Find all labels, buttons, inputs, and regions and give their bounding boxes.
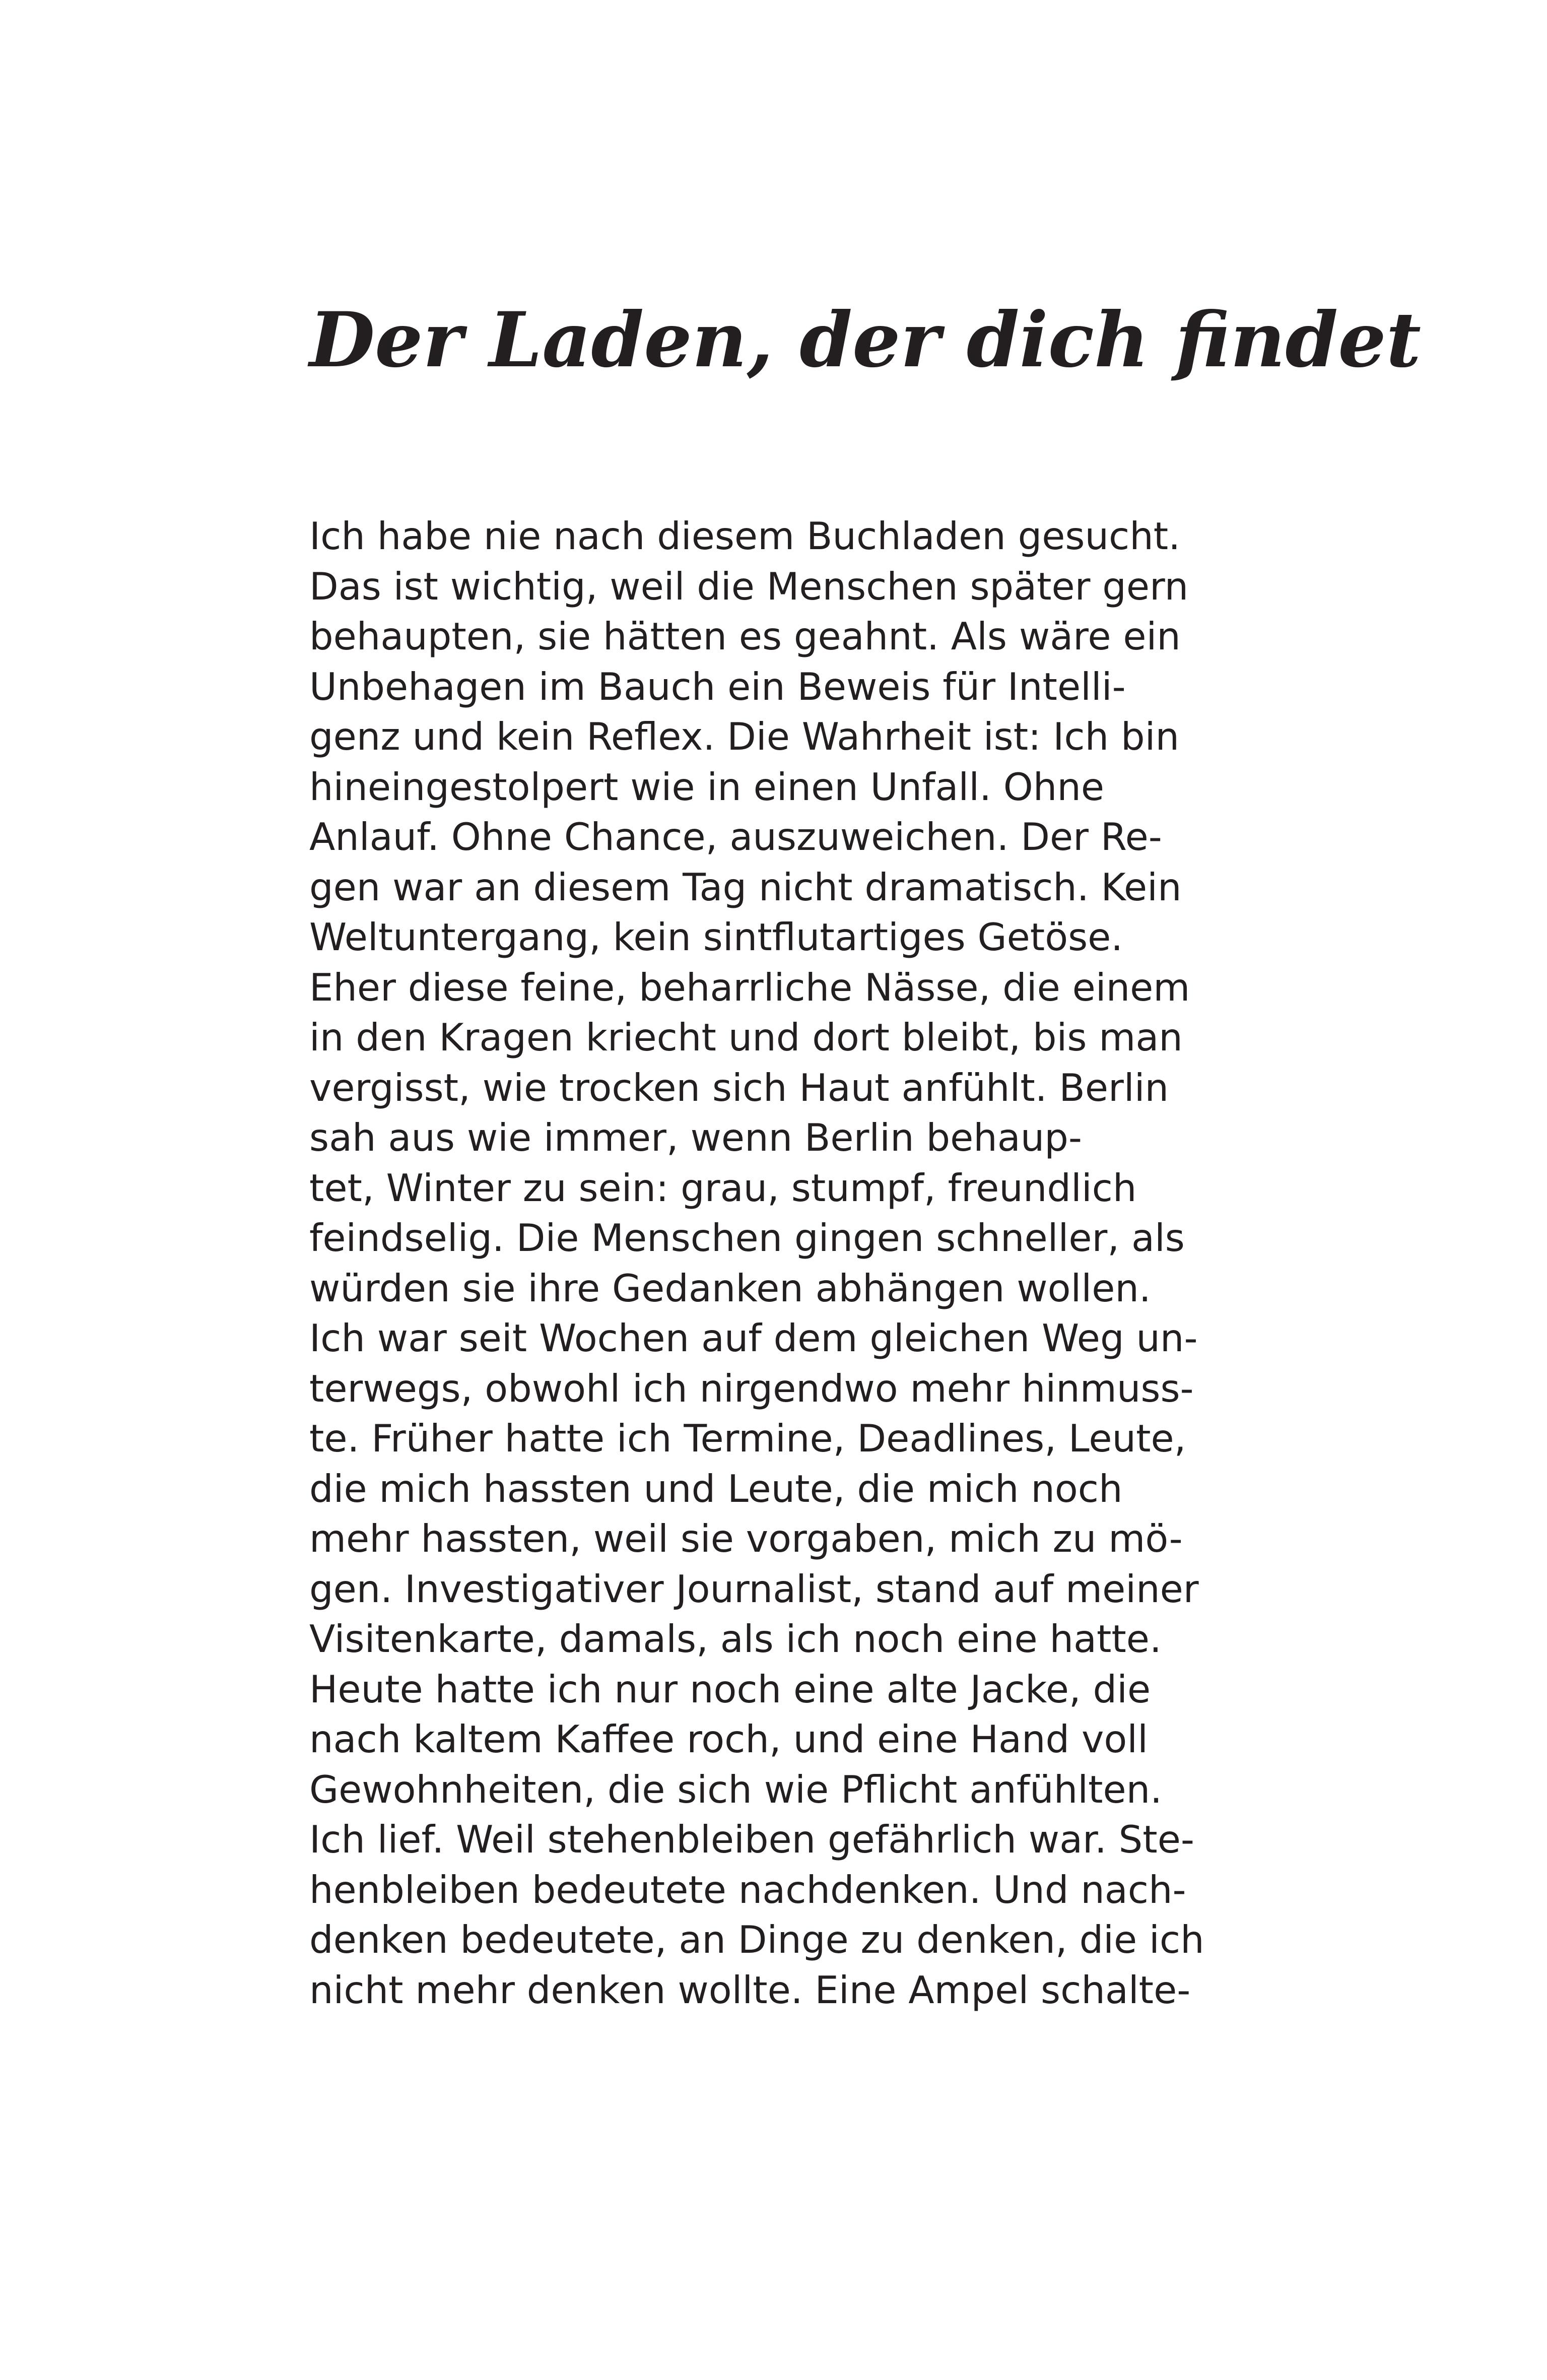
text-line: genz und kein Reflex. Die Wahrheit ist: Ich bin <box>309 714 1179 759</box>
text-line: nicht mehr denken wollte. Eine Ampel schalte- <box>309 1967 1191 2012</box>
text-line: gen war an diesem Tag nicht dramatisch. Kein <box>309 865 1182 909</box>
text-line: hineingestolpert wie in einen Unfall. Ohne <box>309 764 1105 809</box>
text-line: in den Kragen kriecht und dort bleibt, bis man <box>309 1015 1183 1060</box>
text-line: Eher diese feine, beharrliche Nässe, die einem <box>309 965 1190 1010</box>
text-line: Das ist wichtig, weil die Menschen später gern <box>309 564 1189 609</box>
text-line: Weltuntergang, kein sintflutartiges Getöse. <box>309 915 1123 959</box>
text-line: Anlauf. Ohne Chance, auszuweichen. Der Re- <box>309 815 1162 859</box>
text-line: Ich war seit Wochen auf dem gleichen Weg un- <box>309 1316 1198 1360</box>
text-line: terwegs, obwohl ich nirgendwo mehr hinmuss- <box>309 1366 1194 1411</box>
text-line: vergisst, wie trocken sich Haut anfühlt. Berlin <box>309 1065 1169 1110</box>
text-line: behaupten, sie hätten es geahnt. Als wäre ein <box>309 614 1181 658</box>
text-line: denken bedeutete, an Dinge zu denken, die ich <box>309 1918 1204 1962</box>
text-line: Ich habe nie nach diesem Buchladen gesucht. <box>309 514 1181 558</box>
text-line: würden sie ihre Gedanken abhängen wollen. <box>309 1266 1151 1310</box>
text-line: mehr hassten, weil sie vorgaben, mich zu mö- <box>309 1516 1183 1561</box>
text-line: Gewohnheiten, die sich wie Pflicht anfühlten. <box>309 1767 1162 1812</box>
text-line: Unbehagen im Bauch ein Beweis für Intelli- <box>309 664 1126 709</box>
text-line: Visitenkarte, damals, als ich noch eine hatte. <box>309 1617 1162 1661</box>
text-line: nach kaltem Kaffee roch, und eine Hand voll <box>309 1717 1148 1761</box>
text-line: gen. Investigativer Journalist, stand auf meiner <box>309 1566 1199 1611</box>
text-line: tet, Winter zu sein: grau, stumpf, freundlich <box>309 1165 1137 1210</box>
text-line: die mich hassten und Leute, die mich noch <box>309 1466 1123 1511</box>
text-line: Heute hatte ich nur noch eine alte Jacke, die <box>309 1667 1151 1711</box>
text-line: Ich lief. Weil stehenbleiben gefährlich war. Ste- <box>309 1817 1194 1862</box>
text-line: te. Früher hatte ich Termine, Deadlines, Leute, <box>309 1416 1186 1461</box>
text-line: henbleiben bedeutete nachdenken. Und nach- <box>309 1867 1186 1912</box>
body-text <box>309 511 1266 2015</box>
chapter-title: Der Laden, der dich findet <box>309 296 1422 384</box>
text-line: feindselig. Die Menschen gingen schneller, als <box>309 1216 1185 1260</box>
text-line: sah aus wie immer, wenn Berlin behaup- <box>309 1115 1082 1160</box>
